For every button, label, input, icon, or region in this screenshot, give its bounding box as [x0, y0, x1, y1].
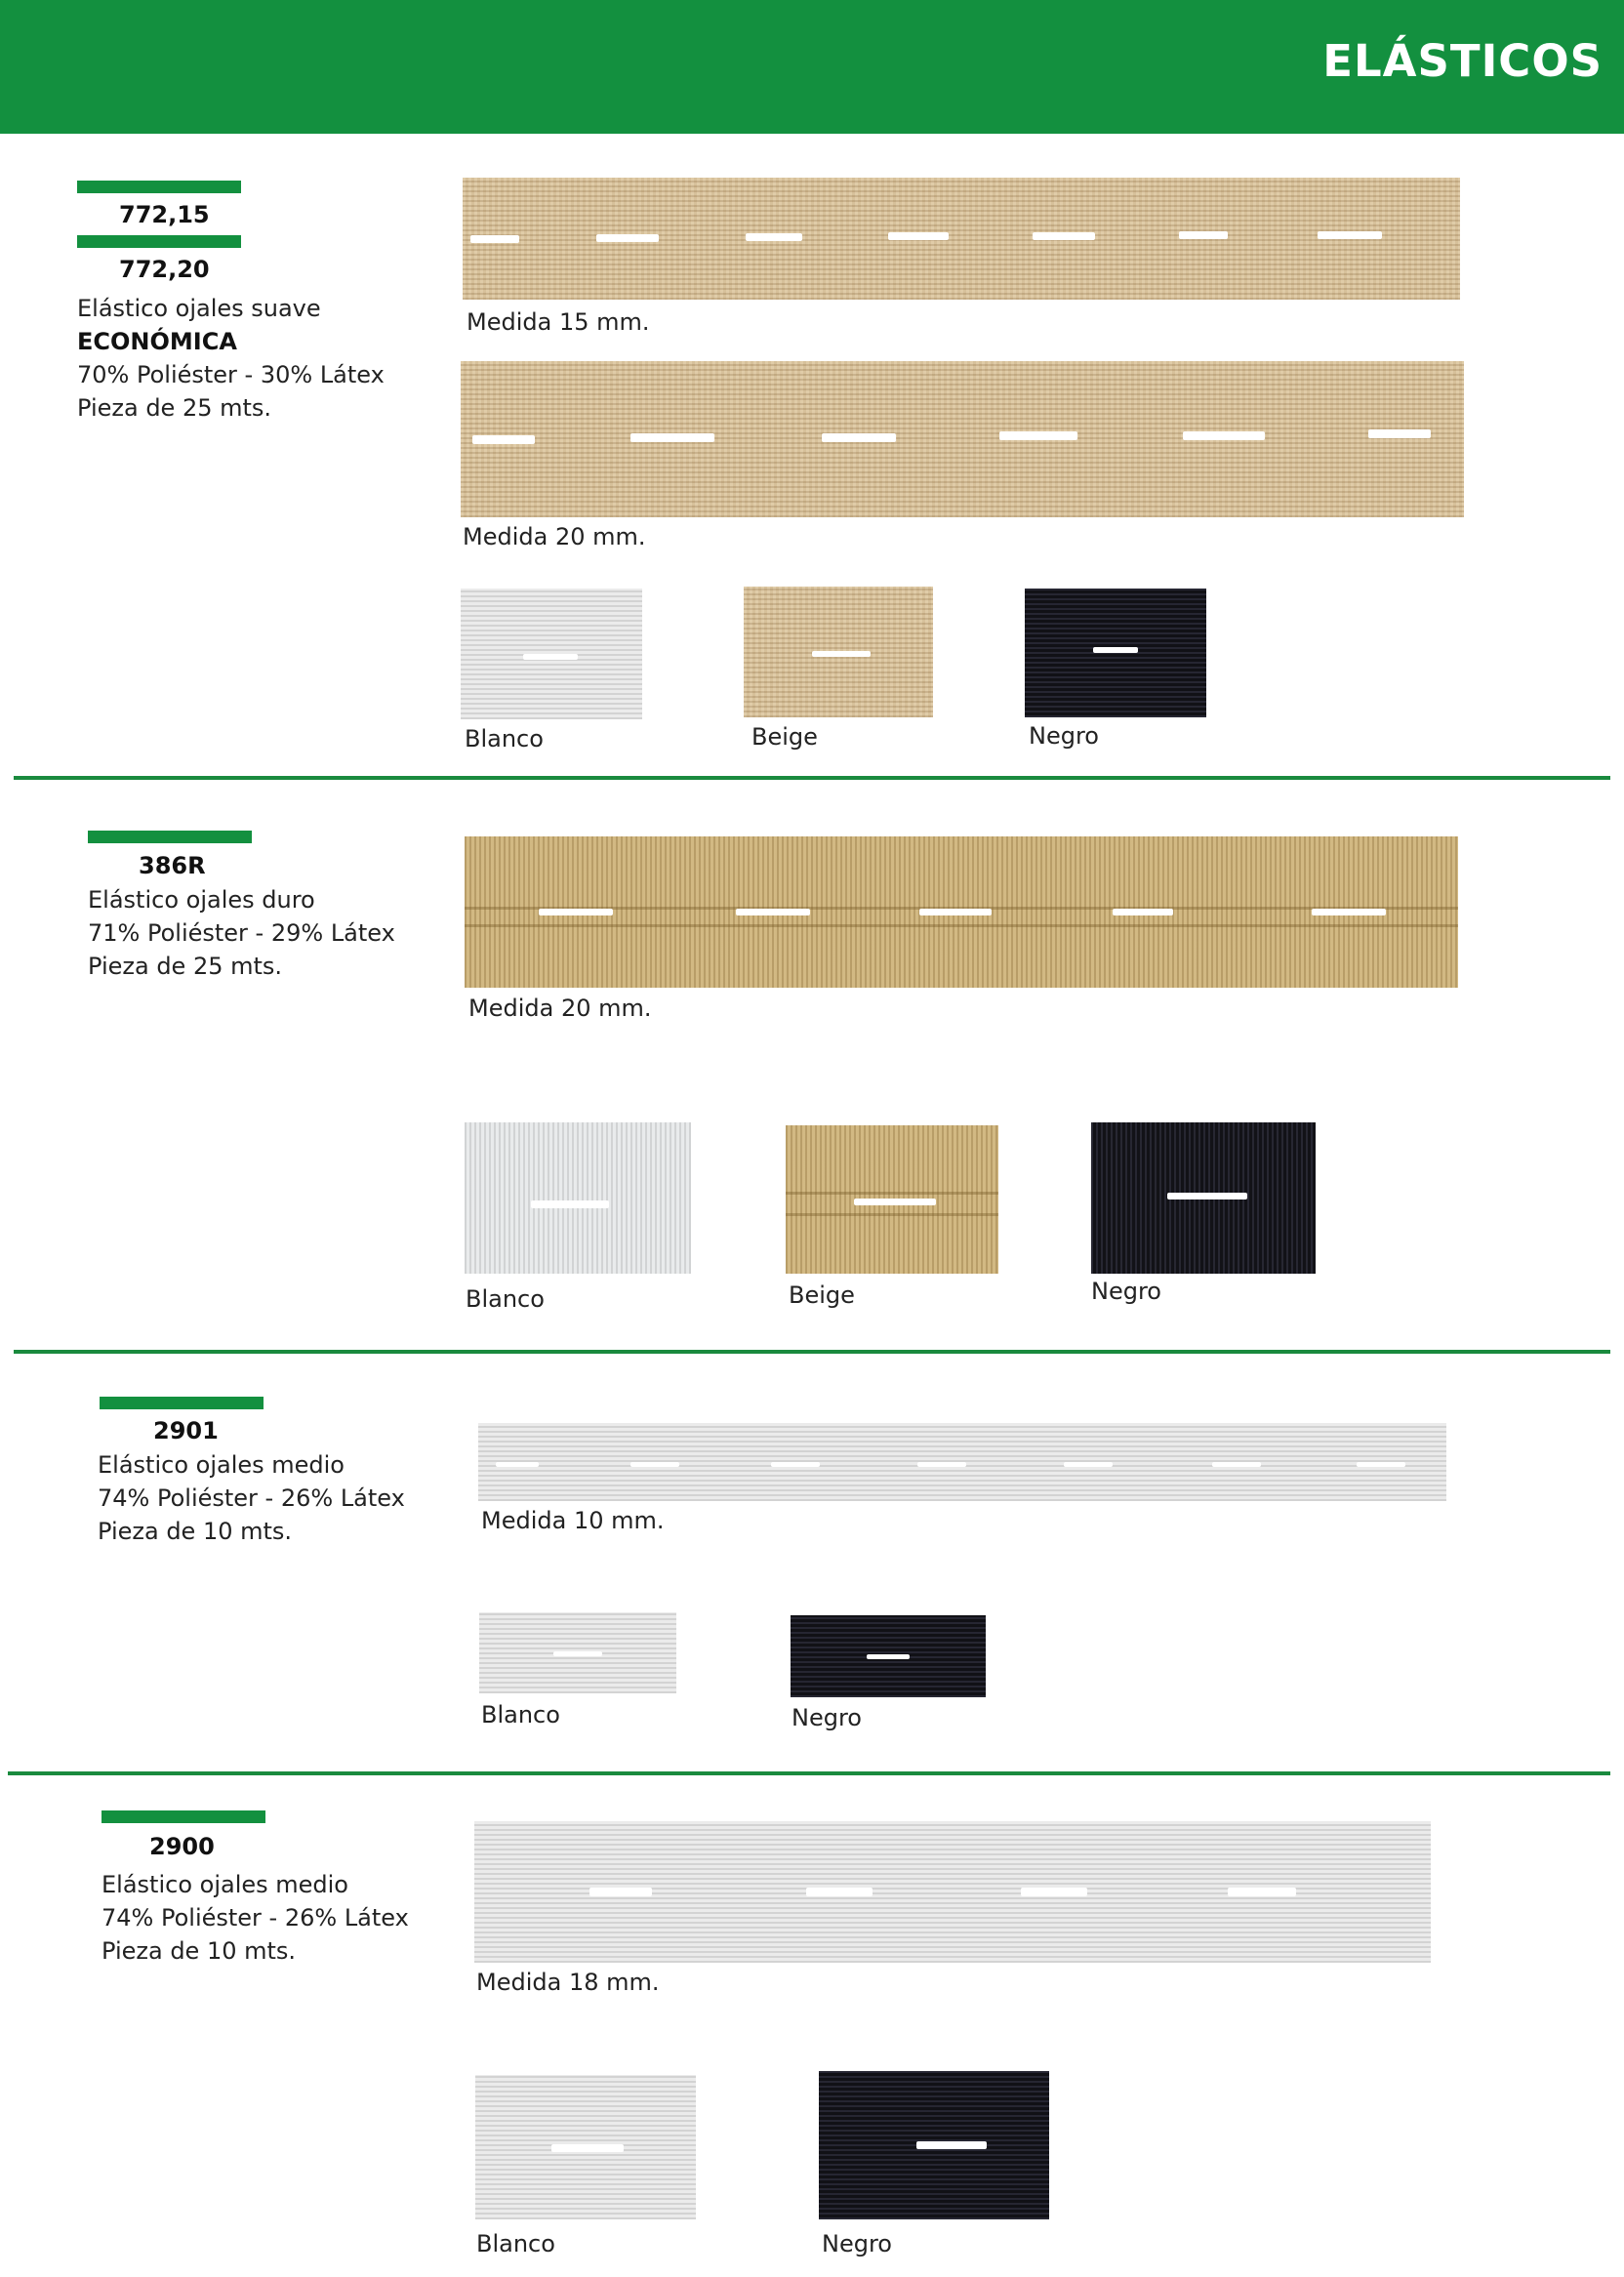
color-label: Blanco [481, 1701, 560, 1728]
product-composition: 74% Poliéster - 26% Látex [98, 1484, 405, 1512]
color-swatch-black [791, 1615, 986, 1697]
color-label: Blanco [466, 1285, 545, 1313]
product-code: 772,20 [119, 256, 210, 283]
color-swatch-black [1025, 589, 1206, 717]
color-swatch-white [465, 1122, 691, 1274]
measure-label: Medida 15 mm. [467, 308, 650, 336]
product-code: 2900 [149, 1833, 215, 1860]
page-header [0, 0, 1624, 134]
color-label: Negro [1091, 1278, 1161, 1305]
product-code: 772,15 [119, 201, 210, 228]
section-divider [8, 1771, 1610, 1775]
product-length: Pieza de 25 mts. [88, 953, 283, 980]
color-swatch-white [461, 589, 642, 719]
elastic-strip-20mm [465, 836, 1458, 988]
code-bar [88, 831, 252, 843]
color-swatch-beige [786, 1125, 998, 1274]
color-swatch-beige [744, 587, 933, 717]
color-swatch-white [479, 1612, 676, 1693]
code-bar [100, 1397, 264, 1409]
color-swatch-black [819, 2071, 1049, 2219]
product-composition: 70% Poliéster - 30% Látex [77, 361, 385, 388]
product-code: 2901 [153, 1417, 219, 1444]
section-divider [14, 776, 1610, 780]
product-tag: ECONÓMICA [77, 328, 237, 355]
product-description: Elástico ojales duro [88, 886, 315, 914]
product-description: Elástico ojales medio [102, 1871, 348, 1898]
elastic-strip-10mm [478, 1423, 1446, 1501]
elastic-strip-18mm [474, 1821, 1431, 1963]
code-bar [77, 235, 241, 248]
product-composition: 71% Poliéster - 29% Látex [88, 919, 395, 947]
page-title: ELÁSTICOS [1322, 35, 1603, 87]
elastic-strip-20mm [461, 361, 1464, 517]
product-description: Elástico ojales suave [77, 295, 321, 322]
code-bar [77, 181, 241, 193]
measure-label: Medida 18 mm. [476, 1969, 660, 1996]
code-bar [102, 1810, 265, 1823]
color-swatch-white [475, 2075, 696, 2219]
measure-label: Medida 20 mm. [468, 995, 652, 1022]
product-description: Elástico ojales medio [98, 1451, 345, 1479]
measure-label: Medida 20 mm. [463, 523, 646, 550]
color-label: Blanco [465, 725, 544, 752]
color-label: Negro [1029, 722, 1099, 750]
color-label: Negro [792, 1704, 862, 1731]
color-label: Negro [822, 2230, 892, 2257]
section-divider [14, 1350, 1610, 1354]
elastic-strip-15mm [463, 178, 1460, 300]
product-length: Pieza de 10 mts. [102, 1937, 297, 1965]
color-label: Beige [789, 1281, 855, 1309]
product-code: 386R [139, 852, 206, 879]
product-composition: 74% Poliéster - 26% Látex [102, 1904, 409, 1931]
color-label: Blanco [476, 2230, 555, 2257]
color-label: Beige [751, 723, 818, 751]
color-swatch-black [1091, 1122, 1316, 1274]
measure-label: Medida 10 mm. [481, 1507, 665, 1534]
product-length: Pieza de 10 mts. [98, 1518, 293, 1545]
product-length: Pieza de 25 mts. [77, 394, 272, 422]
